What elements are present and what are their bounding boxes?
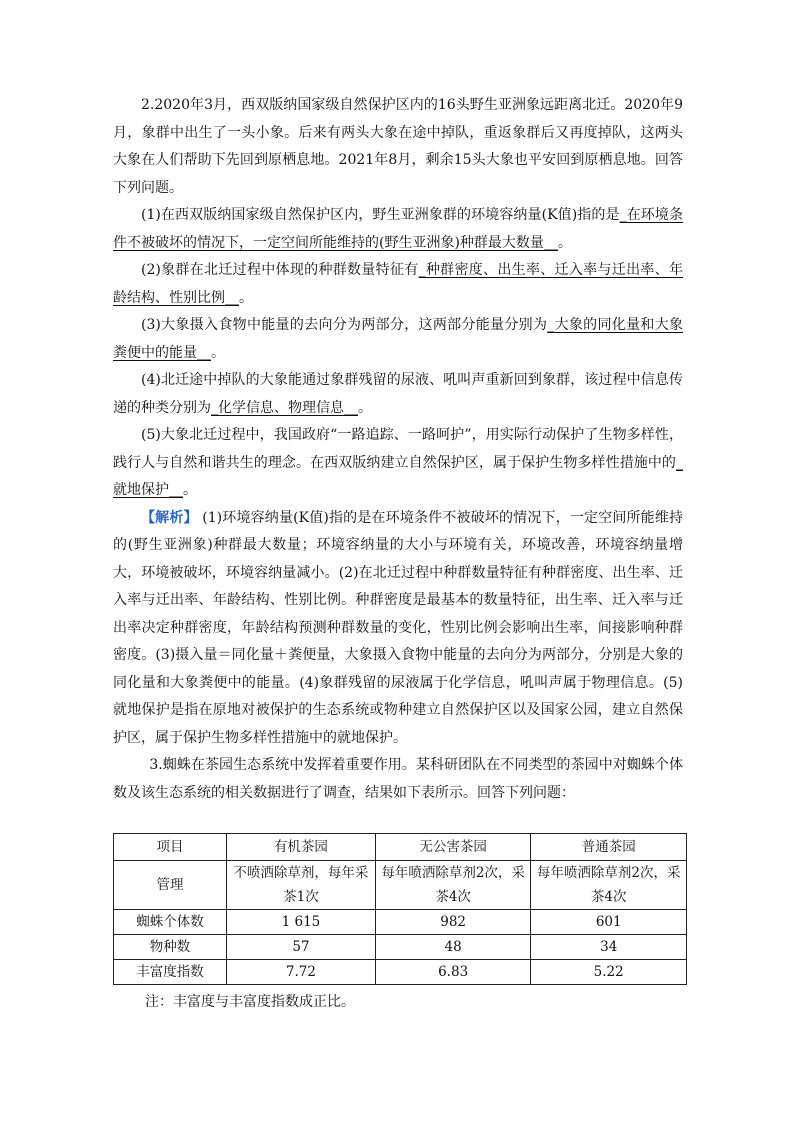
sub-3-end: 。 [211, 344, 225, 361]
question-2-sub-3 [113, 312, 683, 367]
sub-1-answer: _在环境条件不被破坏的情况下，一定空间所能维持的(野生亚洲象)种群最大数量__ [113, 207, 684, 251]
table-row [114, 960, 687, 985]
table-cell: 601 [531, 910, 687, 935]
table-cell: 蜘蛛个体数 [114, 910, 227, 935]
sub-5-stem: (5)大象北迁过程中，我国政府“一路追踪、一路呵护”，用实际行动保护了生物多样性，践行人与自然和谐共生的理念。在西双版纳建立自然保护区，属于保护生物多样性措施中的 [113, 427, 683, 471]
sub-4-answer: _化学信息、物理信息__ [211, 399, 358, 416]
table-cell: 34 [531, 935, 687, 960]
document-page [113, 92, 683, 1016]
question-2-sub-1 [113, 202, 683, 257]
table-cell: 7.72 [227, 960, 376, 985]
survey-table [113, 833, 687, 985]
sub-1-stem: (1)在西双版纳国家级自然保护区内，野生亚洲象群的环境容纳量(K值)指的是 [141, 207, 620, 223]
sub-2-end: 。 [239, 289, 253, 306]
table-header-cell: 项目 [114, 834, 227, 861]
sub-2-answer: _种群密度、出生率、迁入率与迁出率、年龄结构、性别比例__ [113, 262, 683, 306]
table-cell: 1 615 [227, 910, 376, 935]
table-cell: 管理 [114, 861, 227, 910]
question-2-sub-2 [113, 257, 683, 312]
question-2-sub-4 [113, 367, 683, 422]
table-row [114, 861, 687, 910]
question-2-sub-5 [113, 422, 683, 505]
table-cell: 不喷洒除草剂，每年采茶1次 [227, 861, 376, 910]
analysis-tag: 【解析】 [141, 509, 198, 526]
sub-5-end: 。 [183, 482, 197, 498]
sub-1-end: 。 [557, 234, 572, 251]
table-cell: 每年喷洒除草剂2次，采茶4次 [531, 861, 687, 910]
table-header-cell: 有机茶园 [227, 834, 376, 861]
sub-5-answer: _就地保护__ [113, 454, 683, 498]
sub-3-stem: (3)大象摄入食物中能量的去向分为两部分，这两部分能量分别为 [141, 317, 548, 333]
sub-4-end: 。 [358, 399, 372, 416]
sub-4-stem: (4)北迁途中掉队的大象能通过象群残留的尿液、吼叫声重新回到象群，该过程中信息传递的种类分别为 [113, 372, 683, 416]
table-header-cell: 普通茶园 [531, 834, 687, 861]
sub-3-answer: _大象的同化量和大象粪便中的能量__ [113, 317, 683, 361]
table-row [114, 910, 687, 935]
question-3-intro: 3.蜘蛛在茶园生态系统中发挥着重要作用。某科研团队在不同类型的茶园中对蜘蛛个体数及该生态系统的相关数据进行了调查，结果如下表所示。回答下列问题： [113, 757, 683, 801]
table-row [114, 935, 687, 960]
table-cell: 57 [227, 935, 376, 960]
table-cell: 每年喷洒除草剂2次，采茶4次 [375, 861, 531, 910]
analysis-paragraph [113, 505, 683, 753]
table-header-row [114, 834, 687, 861]
analysis-text: (1)环境容纳量(K值)指的是在环境条件不被破坏的情况下，一定空间所能维持的(野生亚洲象)种群最大数量；环境容纳量的大小与环境有关，环境改善，环境容纳量增大，环境被破坏，环境容纳量减小。(2)在北迁过程中种群数量特征有种群密度、出生率、迁入率与迁出率、年龄结构、性别比例。种群密度是最基本的数量特征，出生率、迁入率与迁出率决定种群密度，年龄结构预测种群数量的变化，性别比例会影响出生率，间接影响种群密度。(3)摄入量＝同化量＋粪便量，大象摄入食物中能量的去向分为两部分，分别是大象的同化量和大象粪便中的能量。(4)象群残留的尿液属于化学信息，吼叫声属于物理信息。(5)就地保护是指在原地对被保护的生态系统或物种建立自然保护区以及国家公园，建立自然保护区，属于保护生物多样性措施中的就地保护。 [113, 509, 683, 746]
table-cell: 982 [375, 910, 531, 935]
table-header-cell: 无公害茶园 [375, 834, 531, 861]
question-2-intro: 2.2020年3月，西双版纳国家级自然保护区内的16头野生亚洲象远距离北迁。2020年9月，象群中出生了一头小象。后来有两头大象在途中掉队，重返象群后又再度掉队，这两头大象在人们帮助下先回到原栖息地。2021年8月，剩余15头大象也平安回到原栖息地。回答下列问题。 [113, 97, 683, 196]
table-note: 注：丰富度与丰富度指数成正比。 [145, 994, 355, 1010]
table-cell: 丰富度指数 [114, 960, 227, 985]
table-cell: 物种数 [114, 935, 227, 960]
table-cell: 5.22 [531, 960, 687, 985]
table-cell: 6.83 [375, 960, 531, 985]
sub-2-stem: (2)象群在北迁过程中体现的种群数量特征有 [141, 262, 419, 278]
table-cell: 48 [375, 935, 531, 960]
